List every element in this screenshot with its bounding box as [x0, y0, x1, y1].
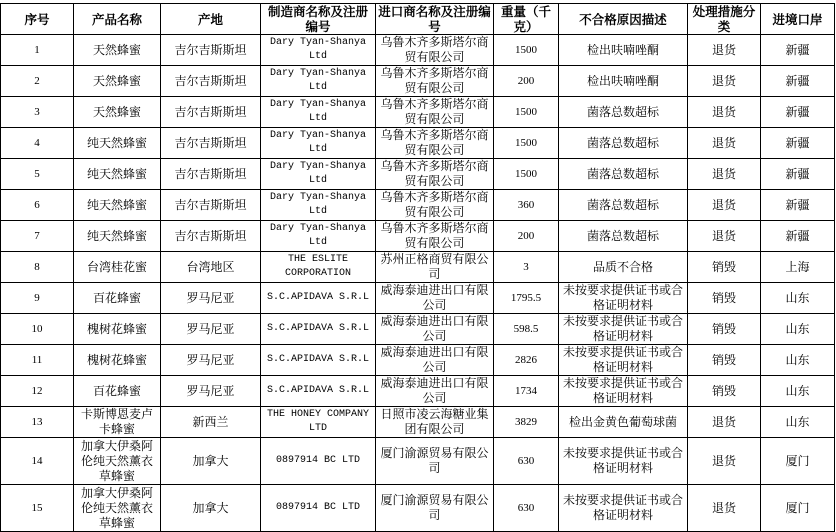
table-row — [1, 283, 835, 314]
cell-importer: 威海泰迪进出口有限公司 — [376, 376, 494, 407]
cell-manufacturer: S.C.APIDAVA S.R.L — [261, 314, 376, 345]
cell-weight-kg: 2826 — [494, 345, 559, 376]
cell-disposal-measure: 销毁 — [688, 252, 761, 283]
cell-product-name: 纯天然蜂蜜 — [74, 190, 161, 221]
header-entry-port: 进境口岸 — [761, 4, 835, 35]
cell-manufacturer: Dary Tyan-Shanya Ltd — [261, 190, 376, 221]
cell-serial-number: 3 — [1, 97, 74, 128]
cell-entry-port: 山东 — [761, 407, 835, 438]
table-row — [1, 97, 835, 128]
cell-weight-kg: 1500 — [494, 35, 559, 66]
cell-entry-port: 新疆 — [761, 66, 835, 97]
table-row — [1, 128, 835, 159]
table-row — [1, 345, 835, 376]
cell-disposal-measure: 销毁 — [688, 345, 761, 376]
cell-origin: 罗马尼亚 — [161, 376, 261, 407]
cell-weight-kg: 1795.5 — [494, 283, 559, 314]
header-origin: 产地 — [161, 4, 261, 35]
cell-disposal-measure: 退货 — [688, 438, 761, 485]
cell-product-name: 天然蜂蜜 — [74, 97, 161, 128]
cell-weight-kg: 200 — [494, 66, 559, 97]
cell-weight-kg: 1734 — [494, 376, 559, 407]
cell-importer: 威海泰迪进出口有限公司 — [376, 314, 494, 345]
cell-serial-number: 13 — [1, 407, 74, 438]
cell-importer: 乌鲁木齐多斯塔尔商贸有限公司 — [376, 221, 494, 252]
cell-manufacturer: THE HONEY COMPANY LTD — [261, 407, 376, 438]
cell-serial-number: 11 — [1, 345, 74, 376]
cell-importer: 苏州正格商贸有限公司 — [376, 252, 494, 283]
cell-product-name: 天然蜂蜜 — [74, 35, 161, 66]
table-row — [1, 66, 835, 97]
cell-serial-number: 8 — [1, 252, 74, 283]
rejected-honey-table — [0, 3, 835, 532]
cell-product-name: 天然蜂蜜 — [74, 66, 161, 97]
cell-entry-port: 新疆 — [761, 97, 835, 128]
cell-entry-port: 厦门 — [761, 438, 835, 485]
cell-product-name: 台湾桂花蜜 — [74, 252, 161, 283]
cell-rejection-reason: 未按要求提供证书或合格证明材料 — [559, 376, 688, 407]
cell-product-name: 纯天然蜂蜜 — [74, 221, 161, 252]
cell-importer: 乌鲁木齐多斯塔尔商贸有限公司 — [376, 190, 494, 221]
table-row — [1, 252, 835, 283]
cell-entry-port: 山东 — [761, 376, 835, 407]
cell-serial-number: 15 — [1, 485, 74, 532]
cell-rejection-reason: 未按要求提供证书或合格证明材料 — [559, 345, 688, 376]
cell-rejection-reason: 检出金黄色葡萄球菌 — [559, 407, 688, 438]
cell-manufacturer: Dary Tyan-Shanya Ltd — [261, 128, 376, 159]
table-row — [1, 35, 835, 66]
cell-importer: 日照市凌云海糖业集团有限公司 — [376, 407, 494, 438]
cell-rejection-reason: 未按要求提供证书或合格证明材料 — [559, 314, 688, 345]
cell-serial-number: 4 — [1, 128, 74, 159]
cell-entry-port: 厦门 — [761, 485, 835, 532]
table-row — [1, 159, 835, 190]
cell-serial-number: 9 — [1, 283, 74, 314]
table-row — [1, 190, 835, 221]
cell-origin: 吉尔吉斯斯坦 — [161, 159, 261, 190]
cell-manufacturer: S.C.APIDAVA S.R.L — [261, 376, 376, 407]
cell-disposal-measure: 退货 — [688, 97, 761, 128]
cell-origin: 罗马尼亚 — [161, 283, 261, 314]
cell-importer: 乌鲁木齐多斯塔尔商贸有限公司 — [376, 128, 494, 159]
cell-disposal-measure: 退货 — [688, 128, 761, 159]
cell-serial-number: 6 — [1, 190, 74, 221]
cell-serial-number: 7 — [1, 221, 74, 252]
cell-rejection-reason: 未按要求提供证书或合格证明材料 — [559, 438, 688, 485]
cell-importer: 乌鲁木齐多斯塔尔商贸有限公司 — [376, 66, 494, 97]
table-row — [1, 376, 835, 407]
cell-rejection-reason: 检出呋喃唑酮 — [559, 66, 688, 97]
cell-entry-port: 新疆 — [761, 221, 835, 252]
cell-manufacturer: S.C.APIDAVA S.R.L — [261, 283, 376, 314]
cell-origin: 罗马尼亚 — [161, 345, 261, 376]
cell-serial-number: 1 — [1, 35, 74, 66]
cell-manufacturer: Dary Tyan-Shanya Ltd — [261, 97, 376, 128]
cell-weight-kg: 360 — [494, 190, 559, 221]
cell-disposal-measure: 退货 — [688, 35, 761, 66]
cell-rejection-reason: 品质不合格 — [559, 252, 688, 283]
cell-origin: 吉尔吉斯斯坦 — [161, 97, 261, 128]
cell-manufacturer: 0897914 BC LTD — [261, 438, 376, 485]
cell-entry-port: 上海 — [761, 252, 835, 283]
cell-product-name: 纯天然蜂蜜 — [74, 159, 161, 190]
cell-importer: 乌鲁木齐多斯塔尔商贸有限公司 — [376, 35, 494, 66]
cell-entry-port: 山东 — [761, 283, 835, 314]
cell-manufacturer: Dary Tyan-Shanya Ltd — [261, 221, 376, 252]
cell-weight-kg: 200 — [494, 221, 559, 252]
cell-entry-port: 新疆 — [761, 159, 835, 190]
cell-entry-port: 新疆 — [761, 190, 835, 221]
cell-serial-number: 2 — [1, 66, 74, 97]
cell-origin: 加拿大 — [161, 438, 261, 485]
cell-entry-port: 山东 — [761, 314, 835, 345]
cell-entry-port: 新疆 — [761, 128, 835, 159]
cell-weight-kg: 630 — [494, 485, 559, 532]
cell-serial-number: 5 — [1, 159, 74, 190]
cell-weight-kg: 3829 — [494, 407, 559, 438]
header-weight-kg: 重量（千克） — [494, 4, 559, 35]
cell-origin: 吉尔吉斯斯坦 — [161, 128, 261, 159]
cell-importer: 乌鲁木齐多斯塔尔商贸有限公司 — [376, 159, 494, 190]
cell-rejection-reason: 菌落总数超标 — [559, 97, 688, 128]
cell-manufacturer: 0897914 BC LTD — [261, 485, 376, 532]
cell-origin: 台湾地区 — [161, 252, 261, 283]
table-row — [1, 438, 835, 485]
cell-importer: 乌鲁木齐多斯塔尔商贸有限公司 — [376, 97, 494, 128]
cell-serial-number: 10 — [1, 314, 74, 345]
cell-origin: 吉尔吉斯斯坦 — [161, 190, 261, 221]
cell-manufacturer: Dary Tyan-Shanya Ltd — [261, 66, 376, 97]
table-row — [1, 314, 835, 345]
cell-rejection-reason: 菌落总数超标 — [559, 128, 688, 159]
cell-origin: 吉尔吉斯斯坦 — [161, 221, 261, 252]
cell-rejection-reason: 检出呋喃唑酮 — [559, 35, 688, 66]
cell-weight-kg: 1500 — [494, 128, 559, 159]
cell-rejection-reason: 菌落总数超标 — [559, 221, 688, 252]
cell-product-name: 槐树花蜂蜜 — [74, 314, 161, 345]
cell-origin: 加拿大 — [161, 485, 261, 532]
cell-origin: 罗马尼亚 — [161, 314, 261, 345]
cell-manufacturer: Dary Tyan-Shanya Ltd — [261, 35, 376, 66]
cell-serial-number: 14 — [1, 438, 74, 485]
cell-product-name: 百花蜂蜜 — [74, 376, 161, 407]
cell-origin: 吉尔吉斯斯坦 — [161, 66, 261, 97]
cell-origin: 新西兰 — [161, 407, 261, 438]
cell-disposal-measure: 退货 — [688, 221, 761, 252]
cell-weight-kg: 598.5 — [494, 314, 559, 345]
cell-manufacturer: Dary Tyan-Shanya Ltd — [261, 159, 376, 190]
cell-rejection-reason: 菌落总数超标 — [559, 159, 688, 190]
cell-weight-kg: 1500 — [494, 97, 559, 128]
cell-product-name: 纯天然蜂蜜 — [74, 128, 161, 159]
table-row — [1, 221, 835, 252]
cell-manufacturer: S.C.APIDAVA S.R.L — [261, 345, 376, 376]
cell-disposal-measure: 退货 — [688, 66, 761, 97]
cell-serial-number: 12 — [1, 376, 74, 407]
cell-disposal-measure: 退货 — [688, 407, 761, 438]
cell-disposal-measure: 销毁 — [688, 283, 761, 314]
cell-entry-port: 山东 — [761, 345, 835, 376]
cell-rejection-reason: 未按要求提供证书或合格证明材料 — [559, 283, 688, 314]
cell-weight-kg: 3 — [494, 252, 559, 283]
table-row — [1, 485, 835, 532]
cell-product-name: 卡斯博恩麦卢卡蜂蜜 — [74, 407, 161, 438]
table-row — [1, 407, 835, 438]
cell-disposal-measure: 销毁 — [688, 376, 761, 407]
cell-importer: 威海泰迪进出口有限公司 — [376, 283, 494, 314]
header-row — [1, 4, 835, 35]
header-rejection-reason: 不合格原因描述 — [559, 4, 688, 35]
cell-disposal-measure: 退货 — [688, 190, 761, 221]
cell-disposal-measure: 退货 — [688, 485, 761, 532]
header-manufacturer: 制造商名称及注册编号 — [261, 4, 376, 35]
cell-product-name: 加拿大伊桑阿伦纯天然薰衣草蜂蜜 — [74, 485, 161, 532]
cell-product-name: 槐树花蜂蜜 — [74, 345, 161, 376]
cell-rejection-reason: 菌落总数超标 — [559, 190, 688, 221]
cell-origin: 吉尔吉斯斯坦 — [161, 35, 261, 66]
cell-disposal-measure: 销毁 — [688, 314, 761, 345]
cell-product-name: 百花蜂蜜 — [74, 283, 161, 314]
header-disposal-measure: 处理措施分类 — [688, 4, 761, 35]
cell-weight-kg: 630 — [494, 438, 559, 485]
cell-weight-kg: 1500 — [494, 159, 559, 190]
cell-importer: 威海泰迪进出口有限公司 — [376, 345, 494, 376]
cell-entry-port: 新疆 — [761, 35, 835, 66]
cell-importer: 厦门渝源贸易有限公司 — [376, 438, 494, 485]
header-importer: 进口商名称及注册编号 — [376, 4, 494, 35]
cell-disposal-measure: 退货 — [688, 159, 761, 190]
header-product-name: 产品名称 — [74, 4, 161, 35]
cell-product-name: 加拿大伊桑阿伦纯天然薰衣草蜂蜜 — [74, 438, 161, 485]
cell-rejection-reason: 未按要求提供证书或合格证明材料 — [559, 485, 688, 532]
cell-importer: 厦门渝源贸易有限公司 — [376, 485, 494, 532]
header-serial-number: 序号 — [1, 4, 74, 35]
cell-manufacturer: THE ESLITE CORPORATION — [261, 252, 376, 283]
